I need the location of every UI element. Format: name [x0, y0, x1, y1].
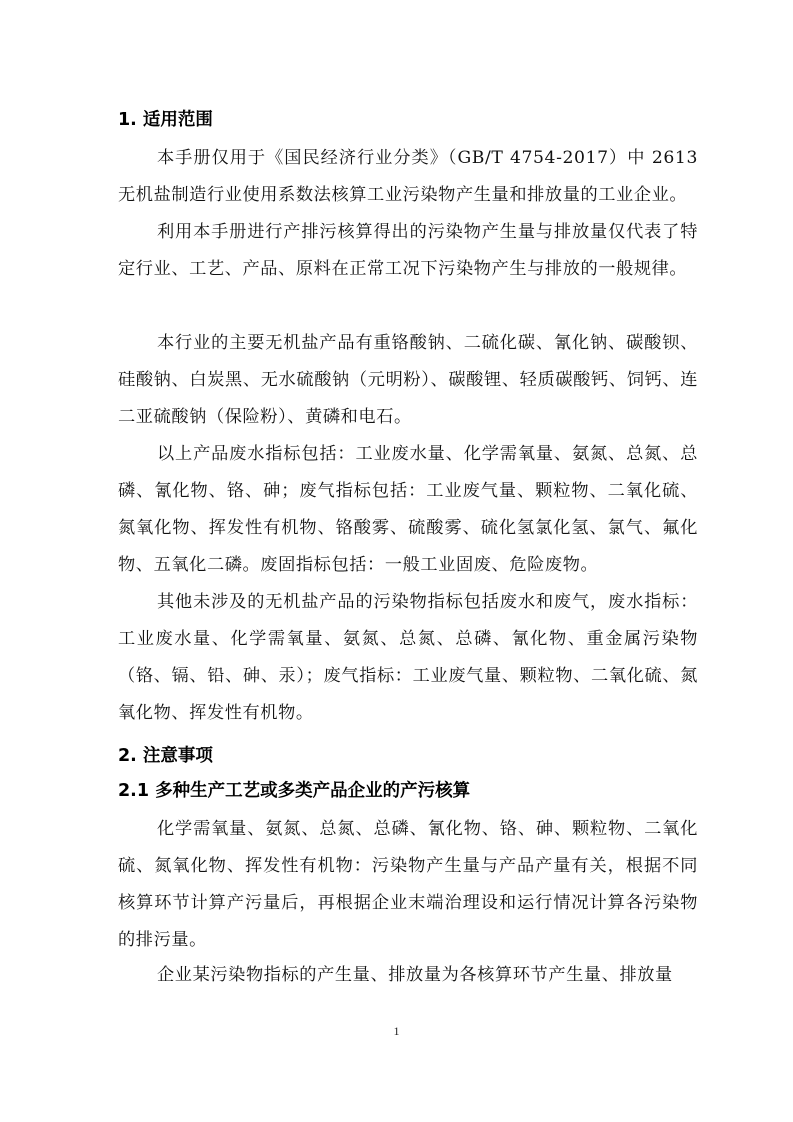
- paragraph-other-products: 其他未涉及的无机盐产品的污染物指标包括废水和废气，废水指标：工业废水量、化学需氧量、氨氮、总氮、总磷、氰化物、重金属污染物（铬、镉、铅、砷、汞）；废气指标：工业废气量、颗粒物、二氧化硫、氮氧化物、挥发性有机物。: [118, 592, 698, 723]
- section-2-1-subheading: 2.1 多种生产工艺或多类产品企业的产污核算: [118, 781, 471, 801]
- section-1-heading: 1. 适用范围: [118, 110, 213, 130]
- paragraph-enterprise-total: 企业某污染物指标的产生量、排放量为各核算环节产生量、排放量: [157, 965, 673, 985]
- paragraph-accounting-method: 化学需氧量、氨氮、总氮、总磷、氰化物、铬、砷、颗粒物、二氧化硫、氮氧化物、挥发性有机物：污染物产生量与产品产量有关，根据不同核算环节计算产污量后，再根据企业末端治理设和运行情况计算各污染物的排污量。: [118, 819, 698, 950]
- paragraph-representativeness: 利用本手册进行产排污核算得出的污染物产生量与排放量仅代表了特定行业、工艺、产品、原料在正常工况下污染物产生与排放的一般规律。: [118, 222, 698, 279]
- section-2-heading: 2. 注意事项: [118, 746, 213, 766]
- paragraph-main-products: 本行业的主要无机盐产品有重铬酸钠、二硫化碳、氰化钠、碳酸钡、硅酸钠、白炭黑、无水硫酸钠（元明粉）、碳酸锂、轻质碳酸钙、饲钙、连二亚硫酸钠（保险粉）、黄磷和电石。: [118, 333, 698, 427]
- paragraph-indicators: 以上产品废水指标包括：工业废水量、化学需氧量、氨氮、总氮、总磷、氰化物、铬、砷；废气指标包括：工业废气量、颗粒物、二氧化硫、氮氧化物、挥发性有机物、铬酸雾、硫酸雾、硫化氢氯化氢、氯气、氟化物、五氧化二磷。废固指标包括：一般工业固废、危险废物。: [118, 444, 698, 575]
- paragraph-scope: 本手册仅用于《国民经济行业分类》（GB/T 4754-2017）中 2613 无机盐制造行业使用系数法核算工业污染物产生量和排放量的工业企业。: [118, 148, 698, 205]
- page-number: 1: [393, 1024, 400, 1038]
